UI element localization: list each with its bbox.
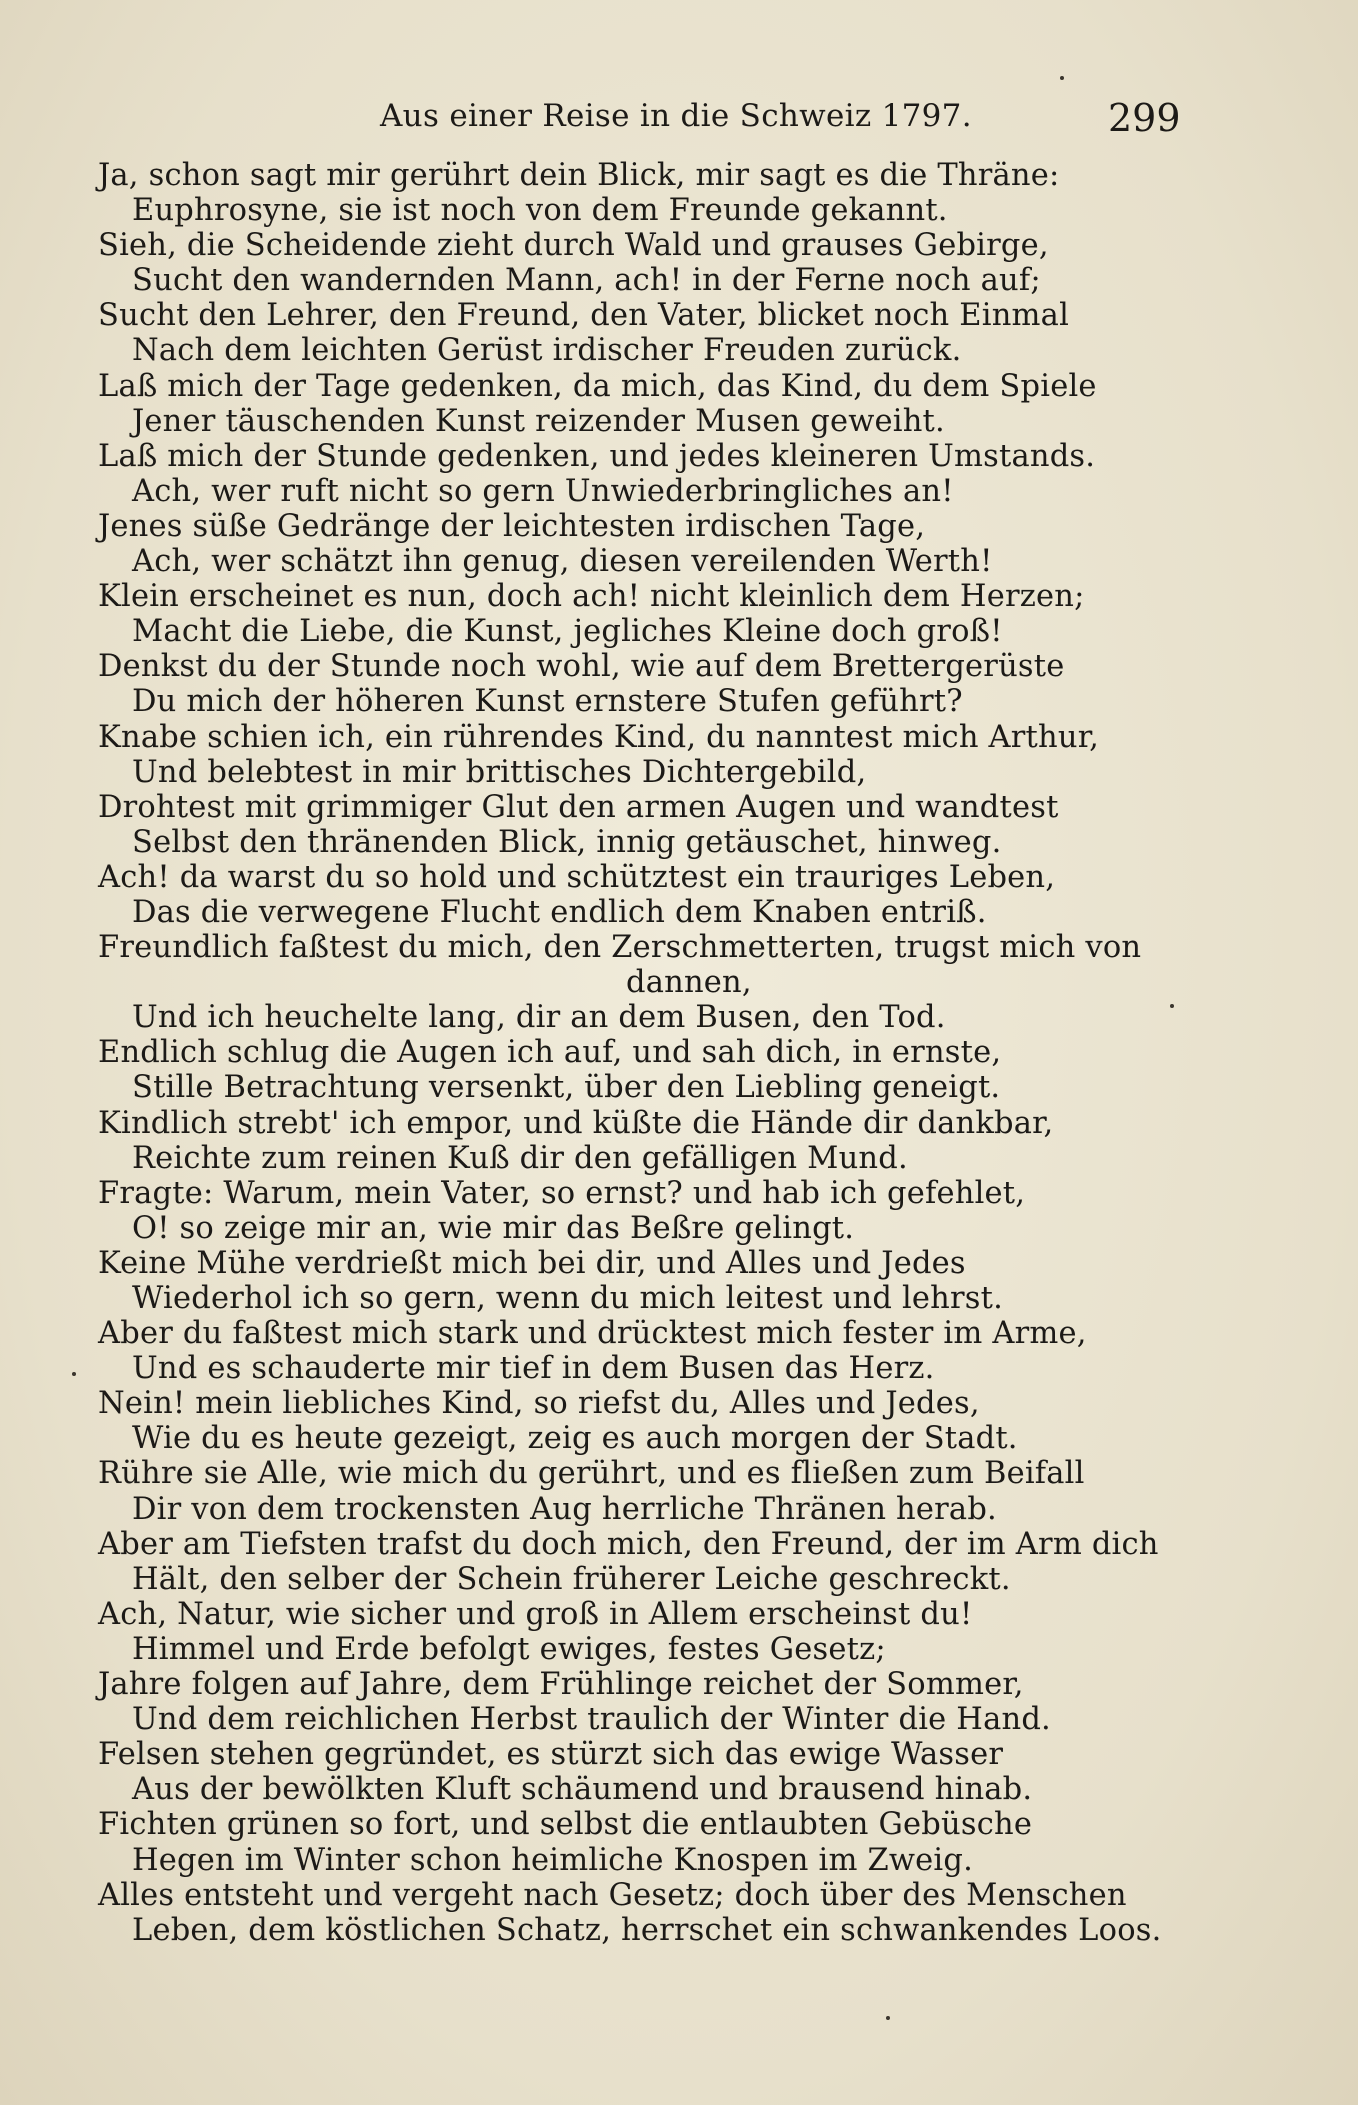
poem-line: Klein erscheinet es nun, doch ach! nicht kleinlich dem Herzen; bbox=[98, 579, 1085, 615]
poem-line: Sucht den Lehrer, den Freund, den Vater, blicket noch Einmal bbox=[98, 298, 1070, 334]
poem-line: Leben, dem köstlichen Schatz, herrschet ein schwankendes Loos. bbox=[132, 1912, 1162, 1948]
poem-line: Selbst den thränenden Blick, innig getäuschet, hinweg. bbox=[132, 824, 1002, 860]
poem-line: Aus der bewölkten Kluft schäumend und brausend hinab. bbox=[132, 1772, 1033, 1808]
poem-line: Laß mich der Stunde gedenken, und jedes kleineren Umstands. bbox=[98, 438, 1096, 474]
poem-line-runover: dannen, bbox=[626, 965, 752, 1001]
poem-line: Sucht den wandernden Mann, ach! in der Ferne noch auf; bbox=[132, 263, 1041, 299]
poem-line: Keine Mühe verdrießt mich bei dir, und Alles und Jedes bbox=[98, 1245, 966, 1281]
poem-line: Ach, Natur, wie sicher und groß in Allem erscheinst du! bbox=[98, 1596, 973, 1632]
poem-line: O! so zeige mir an, wie mir das Beßre gelingt. bbox=[132, 1210, 855, 1246]
print-speck bbox=[1170, 1004, 1174, 1008]
print-speck bbox=[886, 2016, 890, 2020]
poem-line: Euphrosyne, sie ist noch von dem Freunde gekannt. bbox=[132, 193, 948, 229]
poem-line: Nein! mein liebliches Kind, so riefst du, Alles und Jedes, bbox=[98, 1386, 980, 1422]
poem-line: Endlich schlug die Augen ich auf, und sah dich, in ernste, bbox=[98, 1035, 1002, 1071]
poem-line: Fichten grünen so fort, und selbst die entlaubten Gebüsche bbox=[98, 1807, 1033, 1843]
poem-body bbox=[98, 158, 1178, 1948]
poem-line: Felsen stehen gegründet, es stürzt sich das ewige Wasser bbox=[98, 1737, 1004, 1773]
poem-line: Rühre sie Alle, wie mich du gerührt, und es fließen zum Beifall bbox=[98, 1456, 1085, 1492]
poem-line: Und dem reichlichen Herbst traulich der Winter die Hand. bbox=[132, 1702, 1051, 1738]
poem-line: Drohtest mit grimmiger Glut den armen Augen und wandtest bbox=[98, 789, 1059, 825]
poem-line: Ach, wer schätzt ihn genug, diesen vereilenden Werth! bbox=[132, 544, 993, 580]
print-speck bbox=[1060, 76, 1064, 80]
poem-line: Freundlich faßtest du mich, den Zerschmetterten, trugst mich von bbox=[98, 930, 1142, 966]
poem-line: Und es schauderte mir tief in dem Busen das Herz. bbox=[132, 1351, 935, 1387]
poem-line: Jener täuschenden Kunst reizender Musen geweiht. bbox=[132, 403, 945, 439]
poem-line: Wiederhol ich so gern, wenn du mich leitest und lehrst. bbox=[132, 1281, 1004, 1316]
poem-line: Stille Betrachtung versenkt, über den Liebling geneigt. bbox=[132, 1070, 1001, 1106]
poem-line: Alles entsteht und vergeht nach Gesetz; doch über des Menschen bbox=[98, 1877, 1127, 1913]
poem-line: Laß mich der Tage gedenken, da mich, das Kind, du dem Spiele bbox=[98, 368, 1097, 404]
page-number: 299 bbox=[1108, 96, 1181, 140]
poem-line: Ach, wer ruft nicht so gern Unwiederbringliches an! bbox=[132, 473, 954, 509]
poem-line: Du mich der höheren Kunst ernstere Stufen geführt? bbox=[132, 684, 963, 720]
poem-line: Fragte: Warum, mein Vater, so ernst? und hab ich gefehlet, bbox=[98, 1175, 1026, 1211]
poem-line: Aber du faßtest mich stark und drücktest mich fester im Arme, bbox=[98, 1316, 1087, 1352]
poem-line: Und belebtest in mir brittisches Dichtergebild, bbox=[132, 754, 867, 790]
print-speck bbox=[72, 1372, 76, 1376]
poem-line: Nach dem leichten Gerüst irdischer Freuden zurück. bbox=[132, 333, 962, 369]
poem-line: Kindlich strebt' ich empor, und küßte die Hände dir dankbar, bbox=[98, 1105, 1054, 1141]
poem-line: Und ich heuchelte lang, dir an dem Busen, den Tod. bbox=[132, 1000, 946, 1036]
poem-line: Aber am Tiefsten trafst du doch mich, den Freund, der im Arm dich bbox=[98, 1526, 1159, 1562]
running-head: Aus einer Reise in die Schweiz 1797. bbox=[380, 98, 972, 134]
poem-line: Dir von dem trockensten Aug herrliche Thränen herab. bbox=[132, 1491, 997, 1527]
poem-line: Hegen im Winter schon heimliche Knospen im Zweig. bbox=[132, 1842, 973, 1878]
poem-line: Denkst du der Stunde noch wohl, wie auf dem Brettergerüste bbox=[98, 649, 1065, 685]
poem-line: Reichte zum reinen Kuß dir den gefälligen Mund. bbox=[132, 1140, 908, 1176]
poem-line: Hält, den selber der Schein früherer Leiche geschreckt. bbox=[132, 1561, 1011, 1597]
poem-line: Knabe schien ich, ein rührendes Kind, du nanntest mich Arthur, bbox=[98, 719, 1100, 755]
poem-line: Himmel und Erde befolgt ewiges, festes Gesetz; bbox=[132, 1631, 886, 1667]
poem-line: Ach! da warst du so hold und schütztest ein trauriges Leben, bbox=[98, 859, 1056, 895]
poem-line: Sieh, die Scheidende zieht durch Wald und grauses Gebirge, bbox=[98, 228, 1049, 264]
poem-line: Ja, schon sagt mir gerührt dein Blick, mir sagt es die Thräne: bbox=[98, 158, 1060, 193]
poem-line: Macht die Liebe, die Kunst, jegliches Kleine doch groß! bbox=[132, 614, 1003, 650]
poem-line: Jahre folgen auf Jahre, dem Frühlinge reichet der Sommer, bbox=[98, 1667, 1024, 1703]
poem-line: Wie du es heute gezeigt, zeig es auch morgen der Stadt. bbox=[132, 1421, 1018, 1457]
poem-line: Jenes süße Gedränge der leichtesten irdischen Tage, bbox=[98, 508, 926, 544]
poem-line: Das die verwegene Flucht endlich dem Knaben entriß. bbox=[132, 894, 987, 930]
